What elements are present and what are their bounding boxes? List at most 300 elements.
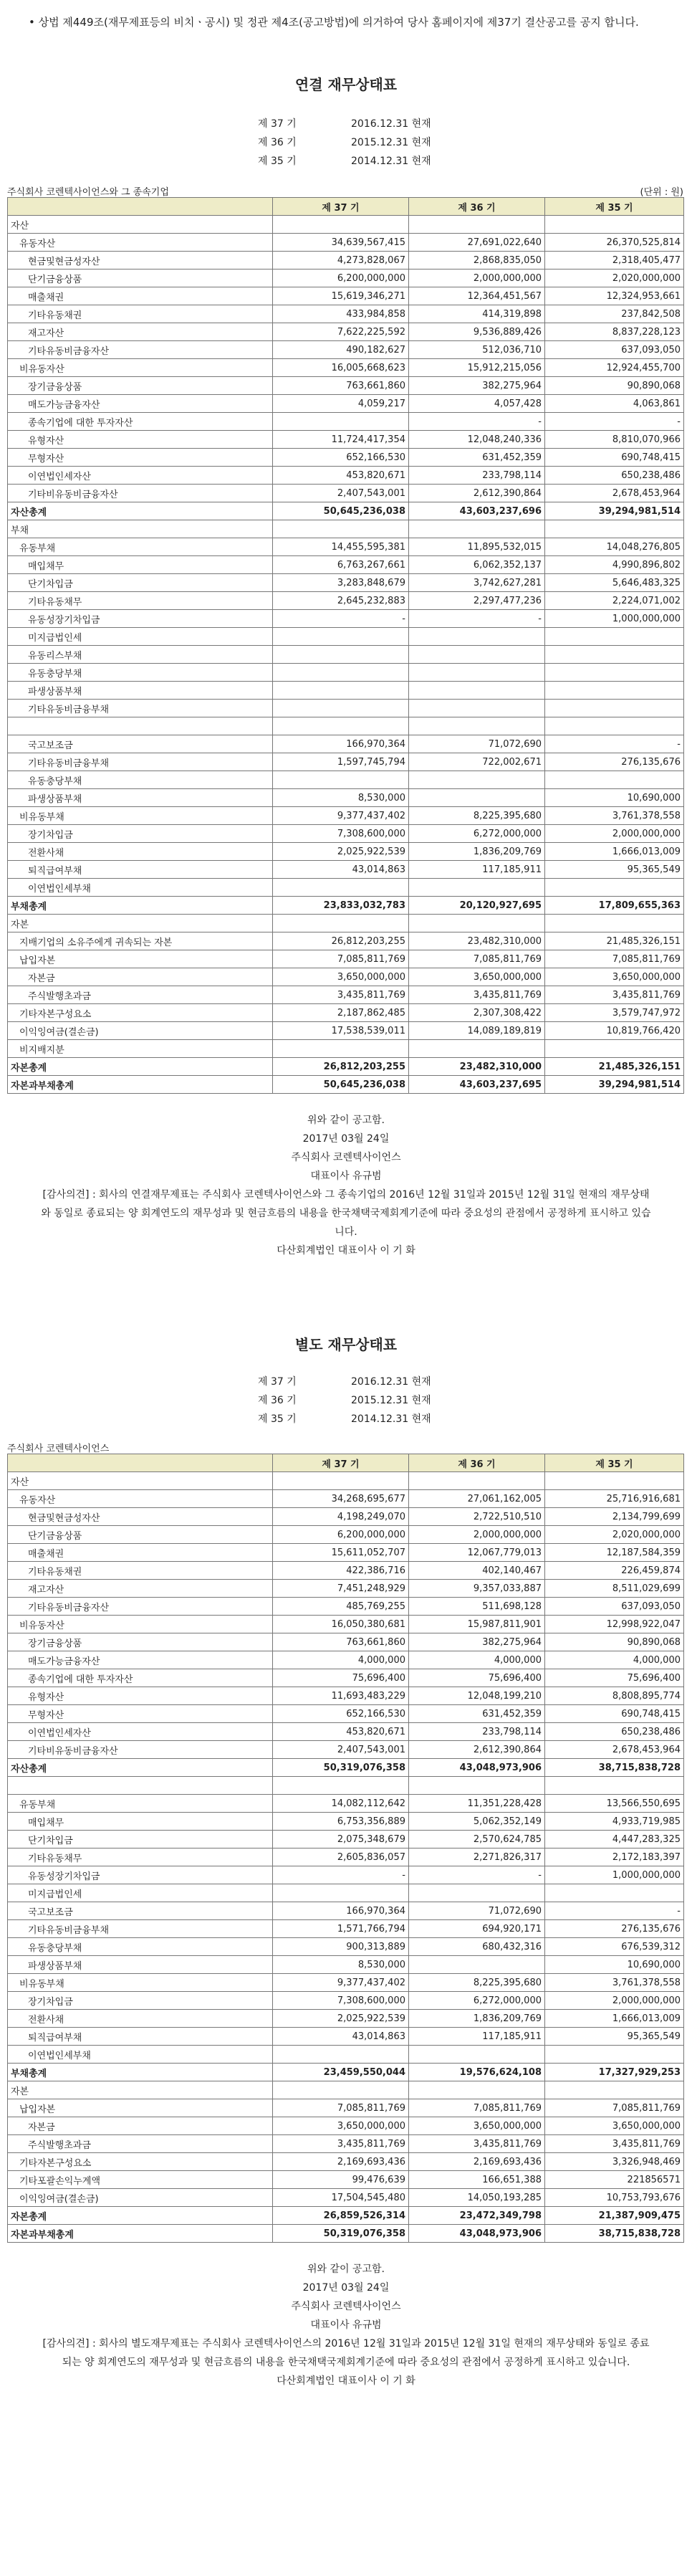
amount-cell: 7,308,600,000 bbox=[273, 1992, 409, 2010]
amount-cell bbox=[273, 879, 409, 897]
table-row bbox=[8, 216, 684, 234]
amount-cell bbox=[273, 2081, 409, 2099]
account-label: 전환사채 bbox=[8, 843, 273, 861]
account-label: 납입자본 bbox=[8, 2099, 273, 2117]
account-label: 비유동자산 bbox=[8, 359, 273, 377]
amount-cell: 4,000,000 bbox=[545, 1651, 684, 1669]
amount-cell bbox=[545, 1472, 684, 1490]
amount-cell: 50,319,076,358 bbox=[273, 1759, 409, 1777]
amount-cell: 9,377,437,402 bbox=[273, 807, 409, 825]
amount-cell: 8,810,070,966 bbox=[545, 431, 684, 449]
amount-cell: 1,571,766,794 bbox=[273, 1920, 409, 1938]
amount-cell: - bbox=[545, 413, 684, 431]
account-label: 유동부채 bbox=[8, 538, 273, 556]
amount-cell: 27,061,162,005 bbox=[409, 1490, 545, 1508]
account-label: 기타유동비금융부채 bbox=[8, 753, 273, 771]
amount-cell: 17,809,655,363 bbox=[545, 897, 684, 915]
consolidated-company: 주식회사 코렌텍사이언스와 그 종속기업 bbox=[7, 187, 169, 198]
amount-cell: 221856571 bbox=[545, 2171, 684, 2189]
table-row bbox=[8, 2171, 684, 2189]
column-header: 제 36 기 bbox=[409, 1454, 545, 1472]
amount-cell: 23,482,310,000 bbox=[409, 932, 545, 950]
account-label: 유동자산 bbox=[8, 1490, 273, 1508]
footer-line: 대표이사 유규범 bbox=[310, 1170, 382, 1182]
amount-cell: 382,275,964 bbox=[409, 1633, 545, 1651]
amount-cell: 2,075,348,679 bbox=[273, 1831, 409, 1848]
amount-cell: 2,307,308,422 bbox=[409, 1004, 545, 1022]
amount-cell bbox=[273, 216, 409, 234]
table-row bbox=[8, 1651, 684, 1669]
separate-periods bbox=[258, 1373, 431, 1428]
account-label: 미지급법인세 bbox=[8, 628, 273, 646]
amount-cell: 17,327,929,253 bbox=[545, 2064, 684, 2081]
amount-cell: 12,924,455,700 bbox=[545, 359, 684, 377]
account-label: 주식발행초과금 bbox=[8, 2135, 273, 2153]
amount-cell: 722,002,671 bbox=[409, 753, 545, 771]
table-row bbox=[8, 1040, 684, 1058]
account-label: 매출채권 bbox=[8, 1544, 273, 1562]
amount-cell: - bbox=[409, 413, 545, 431]
amount-cell: 14,050,193,285 bbox=[409, 2189, 545, 2207]
table-row bbox=[8, 879, 684, 897]
amount-cell: 11,693,483,229 bbox=[273, 1687, 409, 1705]
table-row bbox=[8, 610, 684, 628]
amount-cell: 26,859,526,314 bbox=[273, 2207, 409, 2225]
amount-cell: 3,742,627,281 bbox=[409, 574, 545, 592]
account-label: 기타비유동비금융자산 bbox=[8, 485, 273, 502]
amount-cell: 237,842,508 bbox=[545, 305, 684, 323]
amount-cell: 12,187,584,359 bbox=[545, 1544, 684, 1562]
amount-cell bbox=[273, 1040, 409, 1058]
account-label: 단기차입금 bbox=[8, 574, 273, 592]
amount-cell: 14,082,112,642 bbox=[273, 1795, 409, 1813]
amount-cell: 2,224,071,002 bbox=[545, 592, 684, 610]
amount-cell: 3,283,848,679 bbox=[273, 574, 409, 592]
account-label: 자본과부채총계 bbox=[8, 2225, 273, 2243]
amount-cell bbox=[409, 2081, 545, 2099]
amount-cell: 3,650,000,000 bbox=[545, 968, 684, 986]
account-label: 자본금 bbox=[8, 2117, 273, 2135]
period-row: 제 37 기 2016.12.31 현재 bbox=[258, 118, 431, 130]
account-label: 파생상품부채 bbox=[8, 1956, 273, 1974]
table-row bbox=[8, 1616, 684, 1633]
amount-cell: 2,612,390,864 bbox=[409, 1741, 545, 1759]
amount-cell: 650,238,486 bbox=[545, 467, 684, 485]
amount-cell: 90,890,068 bbox=[545, 377, 684, 395]
account-label: 기타유동채권 bbox=[8, 305, 273, 323]
amount-cell: 1,836,209,769 bbox=[409, 2010, 545, 2028]
amount-cell: 3,326,948,469 bbox=[545, 2153, 684, 2171]
table-row bbox=[8, 467, 684, 485]
table-row bbox=[8, 269, 684, 287]
table-row bbox=[8, 2153, 684, 2171]
account-label: 이익잉여금(결손금) bbox=[8, 2189, 273, 2207]
amount-cell: 233,798,114 bbox=[409, 1723, 545, 1741]
table-row bbox=[8, 1687, 684, 1705]
amount-cell: 11,351,228,428 bbox=[409, 1795, 545, 1813]
amount-cell: 6,272,000,000 bbox=[409, 825, 545, 843]
amount-cell: 2,605,836,057 bbox=[273, 1848, 409, 1866]
amount-cell: 15,987,811,901 bbox=[409, 1616, 545, 1633]
amount-cell: 1,666,013,009 bbox=[545, 843, 684, 861]
amount-cell: - bbox=[545, 1902, 684, 1920]
amount-cell: 12,998,922,047 bbox=[545, 1616, 684, 1633]
table-row bbox=[8, 395, 684, 413]
amount-cell bbox=[545, 664, 684, 682]
table-row bbox=[8, 287, 684, 305]
amount-cell: 39,294,981,514 bbox=[545, 1076, 684, 1094]
amount-cell: 15,912,215,056 bbox=[409, 359, 545, 377]
amount-cell: 3,579,747,972 bbox=[545, 1004, 684, 1022]
column-header: 제 36 기 bbox=[409, 198, 545, 216]
amount-cell: 38,715,838,728 bbox=[545, 2225, 684, 2243]
amount-cell bbox=[545, 915, 684, 932]
account-label: 기타유동비금융부채 bbox=[8, 700, 273, 717]
account-label: 이익잉여금(결손금) bbox=[8, 1022, 273, 1040]
table-row bbox=[8, 807, 684, 825]
amount-cell bbox=[409, 2046, 545, 2064]
table-row bbox=[8, 932, 684, 950]
amount-cell: 25,716,916,681 bbox=[545, 1490, 684, 1508]
account-label: 매입채무 bbox=[8, 1813, 273, 1831]
amount-cell: 43,014,863 bbox=[273, 2028, 409, 2046]
table-row bbox=[8, 700, 684, 717]
amount-cell bbox=[545, 520, 684, 538]
amount-cell: 637,093,050 bbox=[545, 1598, 684, 1616]
amount-cell bbox=[273, 1777, 409, 1795]
account-label: 자본 bbox=[8, 915, 273, 932]
amount-cell: 690,748,415 bbox=[545, 449, 684, 467]
amount-cell: 17,504,545,480 bbox=[273, 2189, 409, 2207]
table-row bbox=[8, 915, 684, 932]
amount-cell: 276,135,676 bbox=[545, 753, 684, 771]
amount-cell: 50,645,236,038 bbox=[273, 1076, 409, 1094]
table-row bbox=[8, 431, 684, 449]
amount-cell: 27,691,022,640 bbox=[409, 234, 545, 252]
account-label: 단기차입금 bbox=[8, 1831, 273, 1848]
table-row bbox=[8, 1795, 684, 1813]
amount-cell: 90,890,068 bbox=[545, 1633, 684, 1651]
amount-cell: 453,820,671 bbox=[273, 467, 409, 485]
account-label: 유동성장기차입금 bbox=[8, 610, 273, 628]
separate-title: 별도 재무상태표 bbox=[294, 1336, 398, 1353]
period-row: 제 37 기 2016.12.31 현재 bbox=[258, 1376, 431, 1388]
account-label: 비유동부채 bbox=[8, 807, 273, 825]
amount-cell: 2,000,000,000 bbox=[545, 825, 684, 843]
amount-cell: 3,435,811,769 bbox=[273, 2135, 409, 2153]
table-row bbox=[8, 1974, 684, 1992]
amount-cell: 2,000,000,000 bbox=[409, 269, 545, 287]
table-row bbox=[8, 2028, 684, 2046]
amount-cell: 23,472,349,798 bbox=[409, 2207, 545, 2225]
table-row bbox=[8, 1920, 684, 1938]
account-label: 재고자산 bbox=[8, 323, 273, 341]
table-row bbox=[8, 628, 684, 646]
amount-cell bbox=[273, 520, 409, 538]
account-label: 현금및현금성자산 bbox=[8, 252, 273, 269]
account-label: 재고자산 bbox=[8, 1580, 273, 1598]
table-row bbox=[8, 1902, 684, 1920]
account-label: 자본금 bbox=[8, 968, 273, 986]
account-label: 종속기업에 대한 투자자산 bbox=[8, 413, 273, 431]
account-label: 부채총계 bbox=[8, 897, 273, 915]
footer-line: 2017년 03월 24일 bbox=[302, 2282, 390, 2294]
amount-cell bbox=[409, 628, 545, 646]
account-label: 장기금융상품 bbox=[8, 1633, 273, 1651]
table-row bbox=[8, 1058, 684, 1076]
amount-cell: 7,451,248,929 bbox=[273, 1580, 409, 1598]
account-label: 퇴직급여부채 bbox=[8, 2028, 273, 2046]
amount-cell: 23,482,310,000 bbox=[409, 1058, 545, 1076]
amount-cell: 7,085,811,769 bbox=[545, 950, 684, 968]
amount-cell: 95,365,549 bbox=[545, 2028, 684, 2046]
amount-cell bbox=[273, 413, 409, 431]
audit-opinion: [감사의견] : 회사의 별도재무제표는 주식회사 코렌텍사이언스의 2016년 12월 31일과 2015년 12월 31일 현재의 재무상태와 동일로 종료되는 양 회계연도의 재무성과 및 현금흐름의 내용을 한국채택국제회계기준에 따라 중요성의 관점에서 공정하게 표시하고 있습니다. bbox=[42, 2338, 650, 2368]
account-label: 전환사채 bbox=[8, 2010, 273, 2028]
amount-cell: 26,812,203,255 bbox=[273, 1058, 409, 1076]
amount-cell bbox=[545, 717, 684, 735]
amount-cell: 652,166,530 bbox=[273, 1705, 409, 1723]
amount-cell: - bbox=[545, 735, 684, 753]
table-row bbox=[8, 1759, 684, 1777]
amount-cell: 2,025,922,539 bbox=[273, 843, 409, 861]
account-label: 매입채무 bbox=[8, 556, 273, 574]
consolidated-periods bbox=[258, 115, 431, 171]
amount-cell: 650,238,486 bbox=[545, 1723, 684, 1741]
separate-balance-sheet bbox=[7, 1454, 684, 2243]
amount-cell: 7,085,811,769 bbox=[409, 2099, 545, 2117]
amount-cell: 900,313,889 bbox=[273, 1938, 409, 1956]
amount-cell: 21,485,326,151 bbox=[545, 1058, 684, 1076]
table-row bbox=[8, 1777, 684, 1795]
amount-cell: 2,722,510,510 bbox=[409, 1508, 545, 1526]
account-label: 유동충당부채 bbox=[8, 1938, 273, 1956]
table-row bbox=[8, 1490, 684, 1508]
amount-cell: 10,690,000 bbox=[545, 789, 684, 807]
amount-cell: 14,089,189,819 bbox=[409, 1022, 545, 1040]
table-row bbox=[8, 520, 684, 538]
amount-cell: 652,166,530 bbox=[273, 449, 409, 467]
amount-cell: 233,798,114 bbox=[409, 467, 545, 485]
footer-line: 2017년 03월 24일 bbox=[302, 1133, 390, 1145]
table-row bbox=[8, 413, 684, 431]
amount-cell: 1,000,000,000 bbox=[545, 1866, 684, 1884]
period-row: 제 36 기 2015.12.31 현재 bbox=[258, 137, 431, 148]
account-label: 자본총계 bbox=[8, 1058, 273, 1076]
amount-cell: 39,294,981,514 bbox=[545, 502, 684, 520]
column-header: 제 35 기 bbox=[545, 1454, 684, 1472]
amount-cell: - bbox=[409, 610, 545, 628]
table-row bbox=[8, 950, 684, 968]
amount-cell: 166,651,388 bbox=[409, 2171, 545, 2189]
amount-cell: 34,268,695,677 bbox=[273, 1490, 409, 1508]
amount-cell: 20,120,927,695 bbox=[409, 897, 545, 915]
amount-cell: 43,014,863 bbox=[273, 861, 409, 879]
amount-cell: 4,057,428 bbox=[409, 395, 545, 413]
amount-cell: 490,182,627 bbox=[273, 341, 409, 359]
amount-cell: 2,000,000,000 bbox=[545, 1992, 684, 2010]
amount-cell: 763,661,860 bbox=[273, 1633, 409, 1651]
table-row bbox=[8, 2099, 684, 2117]
account-label: 유동자산 bbox=[8, 234, 273, 252]
account-label: 파생상품부채 bbox=[8, 789, 273, 807]
amount-cell bbox=[545, 771, 684, 789]
amount-cell: 8,225,395,680 bbox=[409, 1974, 545, 1992]
amount-cell: 3,650,000,000 bbox=[273, 968, 409, 986]
amount-cell: 690,748,415 bbox=[545, 1705, 684, 1723]
amount-cell: 14,048,276,805 bbox=[545, 538, 684, 556]
account-label: 단기금융상품 bbox=[8, 1526, 273, 1544]
table-row bbox=[8, 1508, 684, 1526]
amount-cell: 50,319,076,358 bbox=[273, 2225, 409, 2243]
amount-cell: 2,407,543,001 bbox=[273, 1741, 409, 1759]
table-row bbox=[8, 2117, 684, 2135]
amount-cell: 4,198,249,070 bbox=[273, 1508, 409, 1526]
table-row bbox=[8, 556, 684, 574]
account-label: 지배기업의 소유주에게 귀속되는 자본 bbox=[8, 932, 273, 950]
account-label: 매도가능금융자산 bbox=[8, 395, 273, 413]
amount-cell: 1,666,013,009 bbox=[545, 2010, 684, 2028]
amount-cell: 95,365,549 bbox=[545, 861, 684, 879]
account-label: 유형자산 bbox=[8, 431, 273, 449]
amount-cell bbox=[409, 789, 545, 807]
account-label: 기타유동채무 bbox=[8, 1848, 273, 1866]
amount-cell: 4,000,000 bbox=[409, 1651, 545, 1669]
table-row bbox=[8, 1526, 684, 1544]
table-row bbox=[8, 359, 684, 377]
amount-cell: 8,225,395,680 bbox=[409, 807, 545, 825]
table-row bbox=[8, 717, 684, 735]
account-label: 파생상품부채 bbox=[8, 682, 273, 700]
table-row bbox=[8, 1633, 684, 1651]
amount-cell: 23,459,550,044 bbox=[273, 2064, 409, 2081]
amount-cell: 43,048,973,906 bbox=[409, 1759, 545, 1777]
amount-cell: 2,271,826,317 bbox=[409, 1848, 545, 1866]
column-header: 제 37 기 bbox=[273, 1454, 409, 1472]
amount-cell bbox=[273, 664, 409, 682]
account-label: 기타유동비금융자산 bbox=[8, 341, 273, 359]
account-label: 이연법인세부채 bbox=[8, 879, 273, 897]
amount-cell: 453,820,671 bbox=[273, 1723, 409, 1741]
amount-cell: 166,970,364 bbox=[273, 1902, 409, 1920]
table-row bbox=[8, 1992, 684, 2010]
consolidated-balance-sheet bbox=[7, 197, 684, 1094]
table-row bbox=[8, 1813, 684, 1831]
amount-cell: 3,650,000,000 bbox=[409, 968, 545, 986]
amount-cell: 4,063,861 bbox=[545, 395, 684, 413]
amount-cell bbox=[409, 1777, 545, 1795]
account-label: 기타유동채무 bbox=[8, 592, 273, 610]
amount-cell: 2,169,693,436 bbox=[409, 2153, 545, 2171]
account-label: 무형자산 bbox=[8, 1705, 273, 1723]
amount-cell: 4,059,217 bbox=[273, 395, 409, 413]
footer-line: 주식회사 코렌텍사이언스 bbox=[291, 1152, 401, 1163]
amount-cell bbox=[545, 879, 684, 897]
table-row bbox=[8, 1022, 684, 1040]
account-label: 기타유동비금융부채 bbox=[8, 1920, 273, 1938]
amount-cell bbox=[545, 682, 684, 700]
table-row bbox=[8, 1956, 684, 1974]
amount-cell bbox=[545, 2046, 684, 2064]
amount-cell: 9,377,437,402 bbox=[273, 1974, 409, 1992]
amount-cell: - bbox=[273, 610, 409, 628]
amount-cell bbox=[545, 1040, 684, 1058]
table-row bbox=[8, 1598, 684, 1616]
table-row bbox=[8, 897, 684, 915]
amount-cell bbox=[409, 646, 545, 664]
amount-cell: 3,435,811,769 bbox=[545, 986, 684, 1004]
amount-cell: 3,761,378,558 bbox=[545, 807, 684, 825]
amount-cell: 8,808,895,774 bbox=[545, 1687, 684, 1705]
consolidated-title: 연결 재무상태표 bbox=[294, 76, 398, 93]
amount-cell: 4,990,896,802 bbox=[545, 556, 684, 574]
table-row bbox=[8, 377, 684, 395]
amount-cell: 11,895,532,015 bbox=[409, 538, 545, 556]
amount-cell: 511,698,128 bbox=[409, 1598, 545, 1616]
amount-cell: 2,570,624,785 bbox=[409, 1831, 545, 1848]
table-row bbox=[8, 592, 684, 610]
amount-cell bbox=[273, 628, 409, 646]
table-row bbox=[8, 1866, 684, 1884]
amount-cell bbox=[545, 628, 684, 646]
amount-cell bbox=[273, 646, 409, 664]
table-row bbox=[8, 502, 684, 520]
consolidated-unit: (단위 : 원) bbox=[640, 187, 683, 198]
amount-cell bbox=[545, 646, 684, 664]
table-row bbox=[8, 1076, 684, 1094]
account-label: 유동리스부채 bbox=[8, 646, 273, 664]
account-label: 비지배지분 bbox=[8, 1040, 273, 1058]
account-label: 무형자산 bbox=[8, 449, 273, 467]
amount-cell: 16,005,668,623 bbox=[273, 359, 409, 377]
amount-cell bbox=[545, 1777, 684, 1795]
amount-cell: 6,062,352,137 bbox=[409, 556, 545, 574]
account-label: 매출채권 bbox=[8, 287, 273, 305]
table-row bbox=[8, 986, 684, 1004]
account-label: 자본 bbox=[8, 2081, 273, 2099]
amount-cell: 16,050,380,681 bbox=[273, 1616, 409, 1633]
amount-cell: 8,837,228,123 bbox=[545, 323, 684, 341]
auditor: 다산회계법인 대표이사 이 기 화 bbox=[277, 1245, 415, 1256]
amount-cell: 38,715,838,728 bbox=[545, 1759, 684, 1777]
amount-cell: 2,169,693,436 bbox=[273, 2153, 409, 2171]
amount-cell: 637,093,050 bbox=[545, 341, 684, 359]
amount-cell: 763,661,860 bbox=[273, 377, 409, 395]
amount-cell: 3,650,000,000 bbox=[409, 2117, 545, 2135]
table-row bbox=[8, 1580, 684, 1598]
amount-cell: 7,085,811,769 bbox=[273, 2099, 409, 2117]
table-header-row bbox=[8, 1454, 684, 1472]
amount-cell: 10,819,766,420 bbox=[545, 1022, 684, 1040]
account-label: 기타비유동비금융자산 bbox=[8, 1741, 273, 1759]
amount-cell: 10,753,793,676 bbox=[545, 2189, 684, 2207]
amount-cell: 17,538,539,011 bbox=[273, 1022, 409, 1040]
account-label: 국고보조금 bbox=[8, 735, 273, 753]
table-row bbox=[8, 1831, 684, 1848]
account-label: 기타자본구성요소 bbox=[8, 1004, 273, 1022]
amount-cell: 2,172,183,397 bbox=[545, 1848, 684, 1866]
column-header: 제 35 기 bbox=[545, 198, 684, 216]
amount-cell: 75,696,400 bbox=[273, 1669, 409, 1687]
amount-cell: 11,724,417,354 bbox=[273, 431, 409, 449]
amount-cell: 71,072,690 bbox=[409, 1902, 545, 1920]
amount-cell: 15,619,346,271 bbox=[273, 287, 409, 305]
account-label: 현금및현금성자산 bbox=[8, 1508, 273, 1526]
account-label: 기타포괄손익누계액 bbox=[8, 2171, 273, 2189]
account-label: 매도가능금융자산 bbox=[8, 1651, 273, 1669]
column-header: 제 37 기 bbox=[273, 198, 409, 216]
table-row bbox=[8, 825, 684, 843]
